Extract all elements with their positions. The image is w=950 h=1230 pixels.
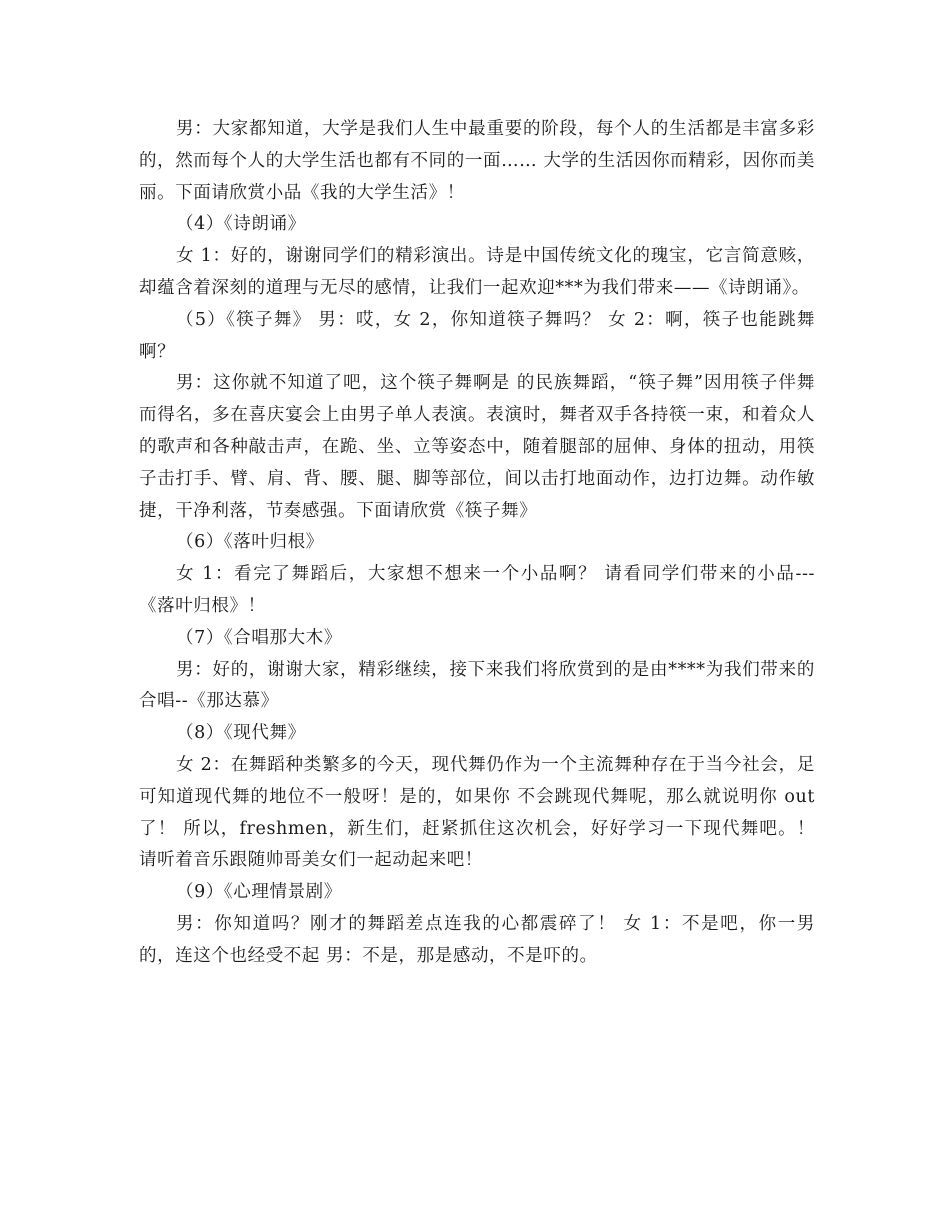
paragraph-sketch-intro: 女 1：看完了舞蹈后，大家想不想来一个小品啊？ 请看同学们带来的小品---《落叶归根》！ (139, 564, 815, 616)
paragraph-chorus-intro: 男：好的，谢谢大家，精彩继续，接下来我们将欣赏到的是由****为我们带来的合唱--《那达慕》 (139, 659, 815, 712)
paragraph-modern-dance-intro: 女 2：在舞蹈种类繁多的今天，现代舞仍作为一个主流舞种存在于当今社会，足可知道现代舞的地位不一般呀！是的，如果你 不会跳现代舞呢，那么就说明你 out 了！ 所以，freshmen，新生们，赶紧抓住这次机会，好好学习一下现代舞吧。！ 请听着音乐跟随帅哥美女们一起动起来吧！ (139, 754, 815, 871)
program-heading-poetry: （4）《诗朗诵》 (176, 214, 306, 235)
document-body (139, 114, 815, 973)
paragraph-poetry-intro: 女 1：好的，谢谢同学们的精彩演出。诗是中国传统文化的瑰宝，它言简意赅，却蕴含着深刻的道理与无尽的感情，让我们一起欢迎***为我们带来——《诗朗诵》。 (139, 246, 815, 298)
paragraph-chopstick-dance-dialogue: （5）《筷子舞》 男：哎，女 2，你知道筷子舞吗？ 女 2：啊，筷子也能跳舞啊？ (139, 309, 815, 362)
program-heading-psychodrama: （9）《心理情景剧》 (176, 882, 342, 903)
paragraph-intro-university-life: 男：大家都知道，大学是我们人生中最重要的阶段，每个人的生活都是丰富多彩的，然而每个人的大学生活也都有不同的一面…… 大学的生活因你而精彩，因你而美丽。下面请欣赏小品《我的大学生活》！ (139, 119, 815, 203)
paragraph-chopstick-dance-intro: 男：这你就不知道了吧，这个筷子舞啊是 的民族舞蹈，“筷子舞”因用筷子伴舞而得名，多在喜庆宴会上由男子单人表演。表演时，舞者双手各持筷一束，和着众人的歌声和各种敲击声，在跪、坐、立等姿态中，随着腿部的屈伸、身体的扭动，用筷子击打手、臂、肩、背、腰、腿、脚等部位，间以击打地面动作，边打边舞。动作敏捷，干净利落，节奏感强。下面请欣赏《筷子舞》 (139, 373, 815, 521)
program-heading-fallen-leaves: （6）《落叶归根》 (176, 532, 324, 553)
program-heading-modern-dance: （8）《现代舞》 (176, 723, 306, 744)
program-heading-chorus: （7）《合唱那大木》 (176, 627, 342, 648)
paragraph-psychodrama-dialogue: 男：你知道吗？刚才的舞蹈差点连我的心都震碎了！ 女 1：不是吧，你一男的，连这个也经受不起 男：不是，那是感动，不是吓的。 (139, 913, 815, 966)
